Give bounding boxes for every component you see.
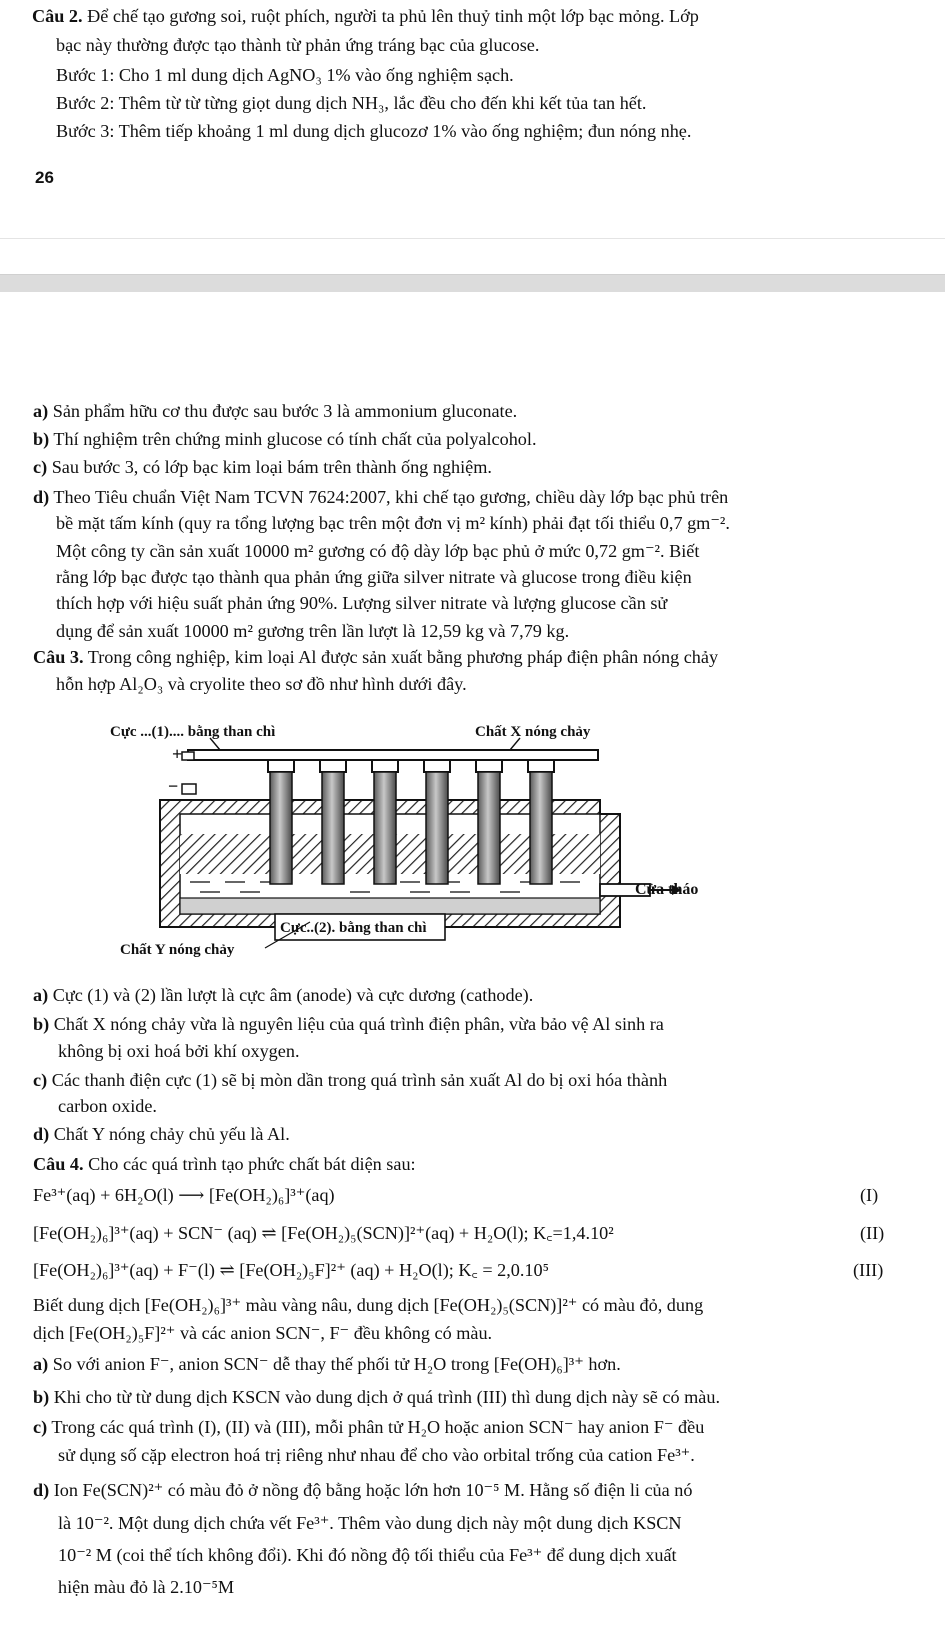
rod-4 xyxy=(426,772,448,884)
q4-equation-1: Fe³⁺(aq) + 6H₂O(l) ⟶ [Fe(OH₂)₆]³⁺(aq) xyxy=(33,1185,335,1205)
label-cathode-2: Cực..(2). bằng than chì xyxy=(280,920,427,936)
q4-option-c-key: c) xyxy=(33,1417,48,1437)
plus-sign: + xyxy=(172,744,183,764)
q3-option-b-line-2: không bị oxi hoá bởi khí oxygen. xyxy=(58,1041,300,1061)
q2-option-a-text: Sản phẩm hữu cơ thu được sau bước 3 là ammonium gluconate. xyxy=(48,401,518,421)
minus-sign: − xyxy=(168,776,179,796)
rod-5 xyxy=(478,772,500,884)
q4-option-a xyxy=(33,1353,621,1375)
q2-option-c-text: Sau bước 3, có lớp bạc kim loại bám trên thành ống nghiệm. xyxy=(47,457,492,477)
label-molten-y: Chất Y nóng chảy xyxy=(120,942,235,958)
molten-aluminium-layer xyxy=(180,898,600,914)
q3-option-c-text: Các thanh điện cực (1) sẽ bị mòn dần trong quá trình sản xuất Al do bị oxi hóa thành xyxy=(47,1070,668,1090)
q4-equation-3: [Fe(OH₂)₆]³⁺(aq) + F⁻(l) ⇌ [Fe(OH₂)₅F]²⁺ (aq) + H₂O(l); K꜀ = 2,0.10⁵ xyxy=(33,1260,549,1280)
q2-step-2: Bước 2: Thêm từ từ từng giọt dung dịch NH₃, lắc đều cho đến khi kết tủa tan hết. xyxy=(56,93,647,113)
q2-option-d-line-6: dụng để sản xuất 10000 m² gương trên lần lượt là 12,59 kg và 7,79 kg. xyxy=(56,621,570,641)
q4-equation-2-tag: (II) xyxy=(860,1223,885,1243)
q2-option-d-text: Theo Tiêu chuẩn Việt Nam TCVN 7624:2007, khi chế tạo gương, chiều dày lớp bạc phủ trên xyxy=(49,487,729,507)
q4-option-a-text: So với anion F⁻, anion SCN⁻ dễ thay thế phối tử H₂O trong [Fe(OH)₆]³⁺ hơn. xyxy=(48,1354,621,1374)
label-molten-x: Chất X nóng chảy xyxy=(475,724,591,740)
q2-option-b xyxy=(33,428,537,450)
q4-heading: Câu 4. xyxy=(33,1154,84,1174)
q2-option-d-line-1 xyxy=(33,486,728,508)
q4-option-d-line-1 xyxy=(33,1479,692,1501)
q3-option-a-key: a) xyxy=(33,985,49,1005)
q2-option-b-key: b) xyxy=(33,429,50,449)
q4-info-line-2: dịch [Fe(OH₂)₅F]²⁺ và các anion SCN⁻, F⁻ đều không có màu. xyxy=(33,1323,493,1343)
q3-option-c-line-2: carbon oxide. xyxy=(58,1096,157,1116)
q3-option-a-text: Cực (1) và (2) lần lượt là cực âm (anode) và cực dương (cathode). xyxy=(48,985,534,1005)
q3-option-d-key: d) xyxy=(33,1124,50,1144)
page-number: 26 xyxy=(35,168,54,187)
q2-option-d-line-5: thích hợp với hiệu suất phản ứng 90%. Lượng silver nitrate và lượng glucose cần sử xyxy=(56,593,668,613)
q2-step-3: Bước 3: Thêm tiếp khoảng 1 ml dung dịch glucozơ 1% vào ống nghiệm; đun nóng nhẹ. xyxy=(56,121,692,141)
q2-option-d-line-2: bề mặt tấm kính (quy ra tổng lượng bạc trên một đơn vị m² kính) phải đạt tối thiểu 0,7 gm⁻². xyxy=(56,513,730,533)
q3-option-c-line-1 xyxy=(33,1069,667,1091)
q4-option-c-line-2: sử dụng số cặp electron hoá trị riêng như nhau để cho vào orbital trống của cation Fe³⁺. xyxy=(58,1445,695,1465)
q4-equation-3-tag: (III) xyxy=(853,1260,884,1280)
q2-heading: Câu 2. xyxy=(32,6,83,26)
q2-option-a xyxy=(33,400,517,422)
anode-busbar xyxy=(188,750,598,760)
q4-option-b-key: b) xyxy=(33,1387,50,1407)
q2-intro-line-1 xyxy=(32,5,699,27)
rod-3 xyxy=(374,772,396,884)
minus-terminal xyxy=(182,784,196,794)
page-break-bar xyxy=(0,274,945,293)
q3-intro-line-2: hỗn hợp Al₂O₃ và cryolite theo sơ đồ như hình dưới đây. xyxy=(56,674,467,694)
q4-option-d-line-3: 10⁻² M (coi thể tích không đổi). Khi đó nồng độ tối thiểu của Fe³⁺ để dung dịch xuất xyxy=(58,1545,677,1565)
q3-option-d-text: Chất Y nóng chảy chủ yếu là Al. xyxy=(49,1124,290,1144)
q2-step-1: Bước 1: Cho 1 ml dung dịch AgNO₃ 1% vào ống nghiệm sạch. xyxy=(56,65,514,85)
q4-option-d-line-4: hiện màu đỏ là 2.10⁻⁵M xyxy=(58,1577,235,1597)
q2-option-b-text: Thí nghiệm trên chứng minh glucose có tính chất của polyalcohol. xyxy=(49,429,537,449)
rod-1 xyxy=(270,772,292,884)
q4-equation-1-tag: (I) xyxy=(860,1185,879,1205)
q3-heading: Câu 3. xyxy=(33,647,84,667)
q4-option-b-text: Khi cho từ từ dung dịch KSCN vào dung dịch ở quá trình (III) thì dung dịch này sẽ có màu. xyxy=(49,1387,721,1407)
q4-info-line-1: Biết dung dịch [Fe(OH₂)₆]³⁺ màu vàng nâu, dung dịch [Fe(OH₂)₅(SCN)]²⁺ có màu đỏ, dung xyxy=(33,1295,704,1315)
page-divider xyxy=(0,238,945,239)
q3-option-d xyxy=(33,1123,290,1145)
q3-option-b-key: b) xyxy=(33,1014,50,1034)
q2-option-d-line-4: rằng lớp bạc được tạo thành qua phản ứng giữa silver nitrate và glucose trong điều kiện xyxy=(56,567,692,587)
q4-option-c-line-1 xyxy=(33,1416,704,1438)
q3-option-b-line-1 xyxy=(33,1013,664,1035)
q3-intro-line-1 xyxy=(33,646,718,668)
label-outlet: Cửa tháo xyxy=(635,881,699,898)
q4-intro xyxy=(33,1153,416,1175)
q4-option-d-line-2: là 10⁻². Một dung dịch chứa vết Fe³⁺. Thêm vào dung dịch này một dung dịch KSCN xyxy=(58,1513,682,1533)
q4-option-b xyxy=(33,1386,720,1408)
q4-equation-2: [Fe(OH₂)₆]³⁺(aq) + SCN⁻ (aq) ⇌ [Fe(OH₂)₅(SCN)]²⁺(aq) + H₂O(l); K꜀=1,4.10² xyxy=(33,1223,614,1243)
q3-option-b-text: Chất X nóng chảy vừa là nguyên liệu của quá trình điện phân, vừa bảo vệ Al sinh ra xyxy=(49,1014,664,1034)
q4-intro-text: Cho các quá trình tạo phức chất bát diện sau: xyxy=(83,1154,416,1174)
plus-terminal xyxy=(182,752,194,760)
q2-option-a-key: a) xyxy=(33,401,49,421)
q2-intro-line-2: bạc này thường được tạo thành từ phản ứng tráng bạc của glucose. xyxy=(56,35,540,55)
page-gap xyxy=(0,292,945,402)
q2-option-d-line-3: Một công ty cần sản xuất 10000 m² gương có độ dày lớp bạc phủ ở mức 0,72 gm⁻². Biết xyxy=(56,541,700,561)
q2-intro-text: Để chế tạo gương soi, ruột phích, người ta phủ lên thuỷ tinh một lớp bạc mỏng. Lớp xyxy=(82,6,699,26)
electrolysis-diagram xyxy=(100,722,800,992)
q3-option-a xyxy=(33,984,533,1006)
q4-option-c-text: Trong các quá trình (I), (II) và (III), mỗi phân tử H₂O hoặc anion SCN⁻ hay anion F⁻ đều xyxy=(47,1417,705,1437)
q4-option-d-text: Ion Fe(SCN)²⁺ có màu đỏ ở nồng độ bằng hoặc lớn hơn 10⁻⁵ M. Hằng số điện li của nó xyxy=(49,1480,693,1500)
q3-intro-text: Trong công nghiệp, kim loại Al được sản xuất bằng phương pháp điện phân nóng chảy xyxy=(83,647,719,667)
q3-option-c-key: c) xyxy=(33,1070,48,1090)
q4-option-a-key: a) xyxy=(33,1354,49,1374)
label-cathode-1: Cực ...(1).... bằng than chì xyxy=(110,724,276,740)
q2-option-d-key: d) xyxy=(33,487,50,507)
q4-option-d-key: d) xyxy=(33,1480,50,1500)
q2-option-c-key: c) xyxy=(33,457,48,477)
rod-2 xyxy=(322,772,344,884)
rod-hangers xyxy=(268,760,554,772)
q2-option-c xyxy=(33,456,492,478)
rod-6 xyxy=(530,772,552,884)
